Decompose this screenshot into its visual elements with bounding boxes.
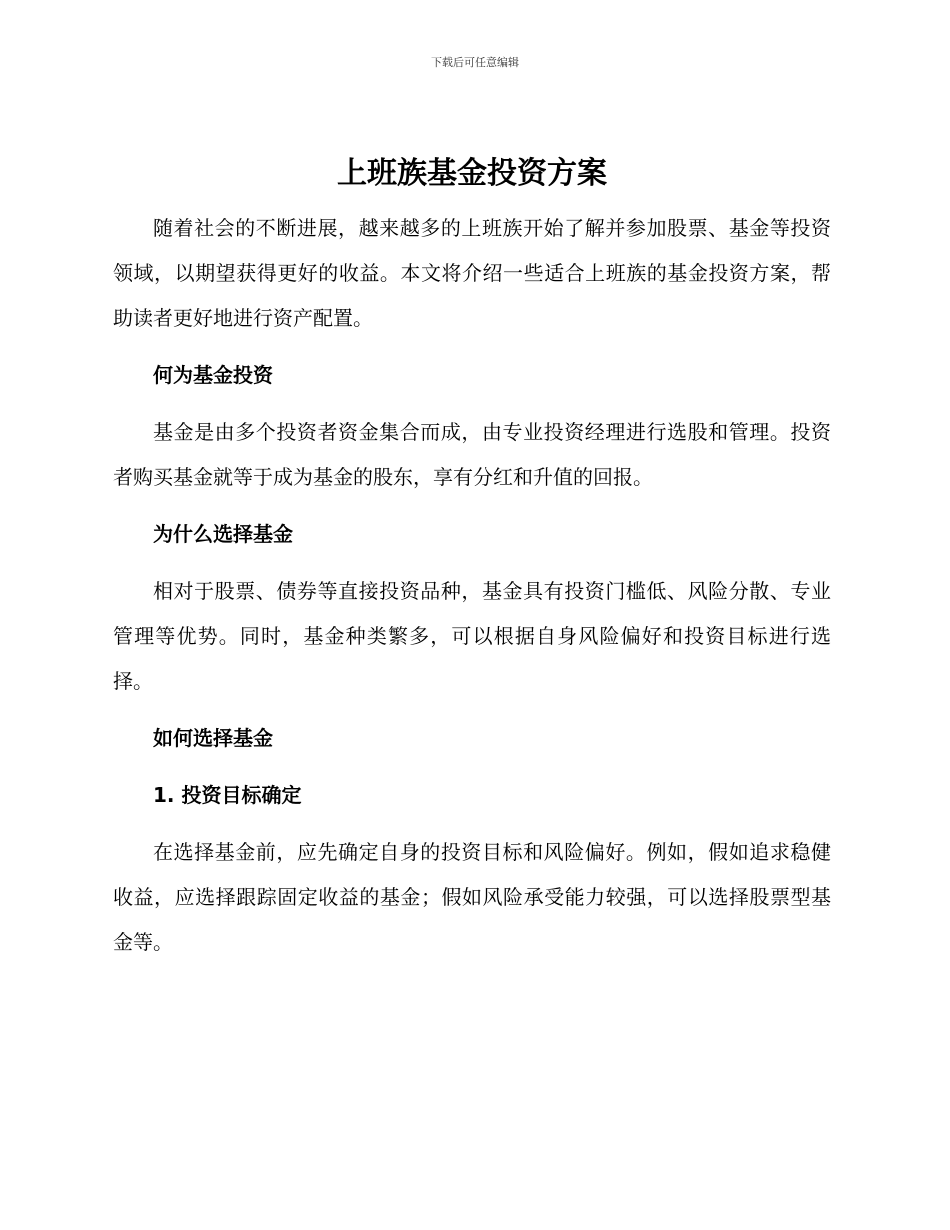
section-heading-why-fund: 为什么选择基金 [153,522,293,546]
header-note: 下载后可任意编辑 [431,56,519,69]
section-body-why-fund: 相对于股票、债券等直接投资品种，基金具有投资门槛低、风险分散、专业管理等优势。同时，基金种类繁多，可以根据自身风险偏好和投资目标进行选择。 [113,579,831,693]
section-heading-what-is-fund: 何为基金投资 [153,363,273,387]
section-body-investment-goal: 在选择基金前，应先确定自身的投资目标和风险偏好。例如，假如追求稳健收益，应选择跟踪固定收益的基金；假如风险承受能力较强，可以选择股票型基金等。 [113,840,831,954]
section-body-what-is-fund: 基金是由多个投资者资金集合而成，由专业投资经理进行选股和管理。投资者购买基金就等于成为基金的股东，享有分红和升值的回报。 [113,420,831,489]
document-title: 上班族基金投资方案 [337,156,607,191]
section-heading-how-to-choose: 如何选择基金 [153,726,273,750]
document-content [113,150,831,965]
section-heading-investment-goal: 1. 投资目标确定 [153,783,302,807]
intro-paragraph: 随着社会的不断进展，越来越多的上班族开始了解并参加股票、基金等投资领域，以期望获得更好的收益。本文将介绍一些适合上班族的基金投资方案，帮助读者更好地进行资产配置。 [113,216,831,330]
